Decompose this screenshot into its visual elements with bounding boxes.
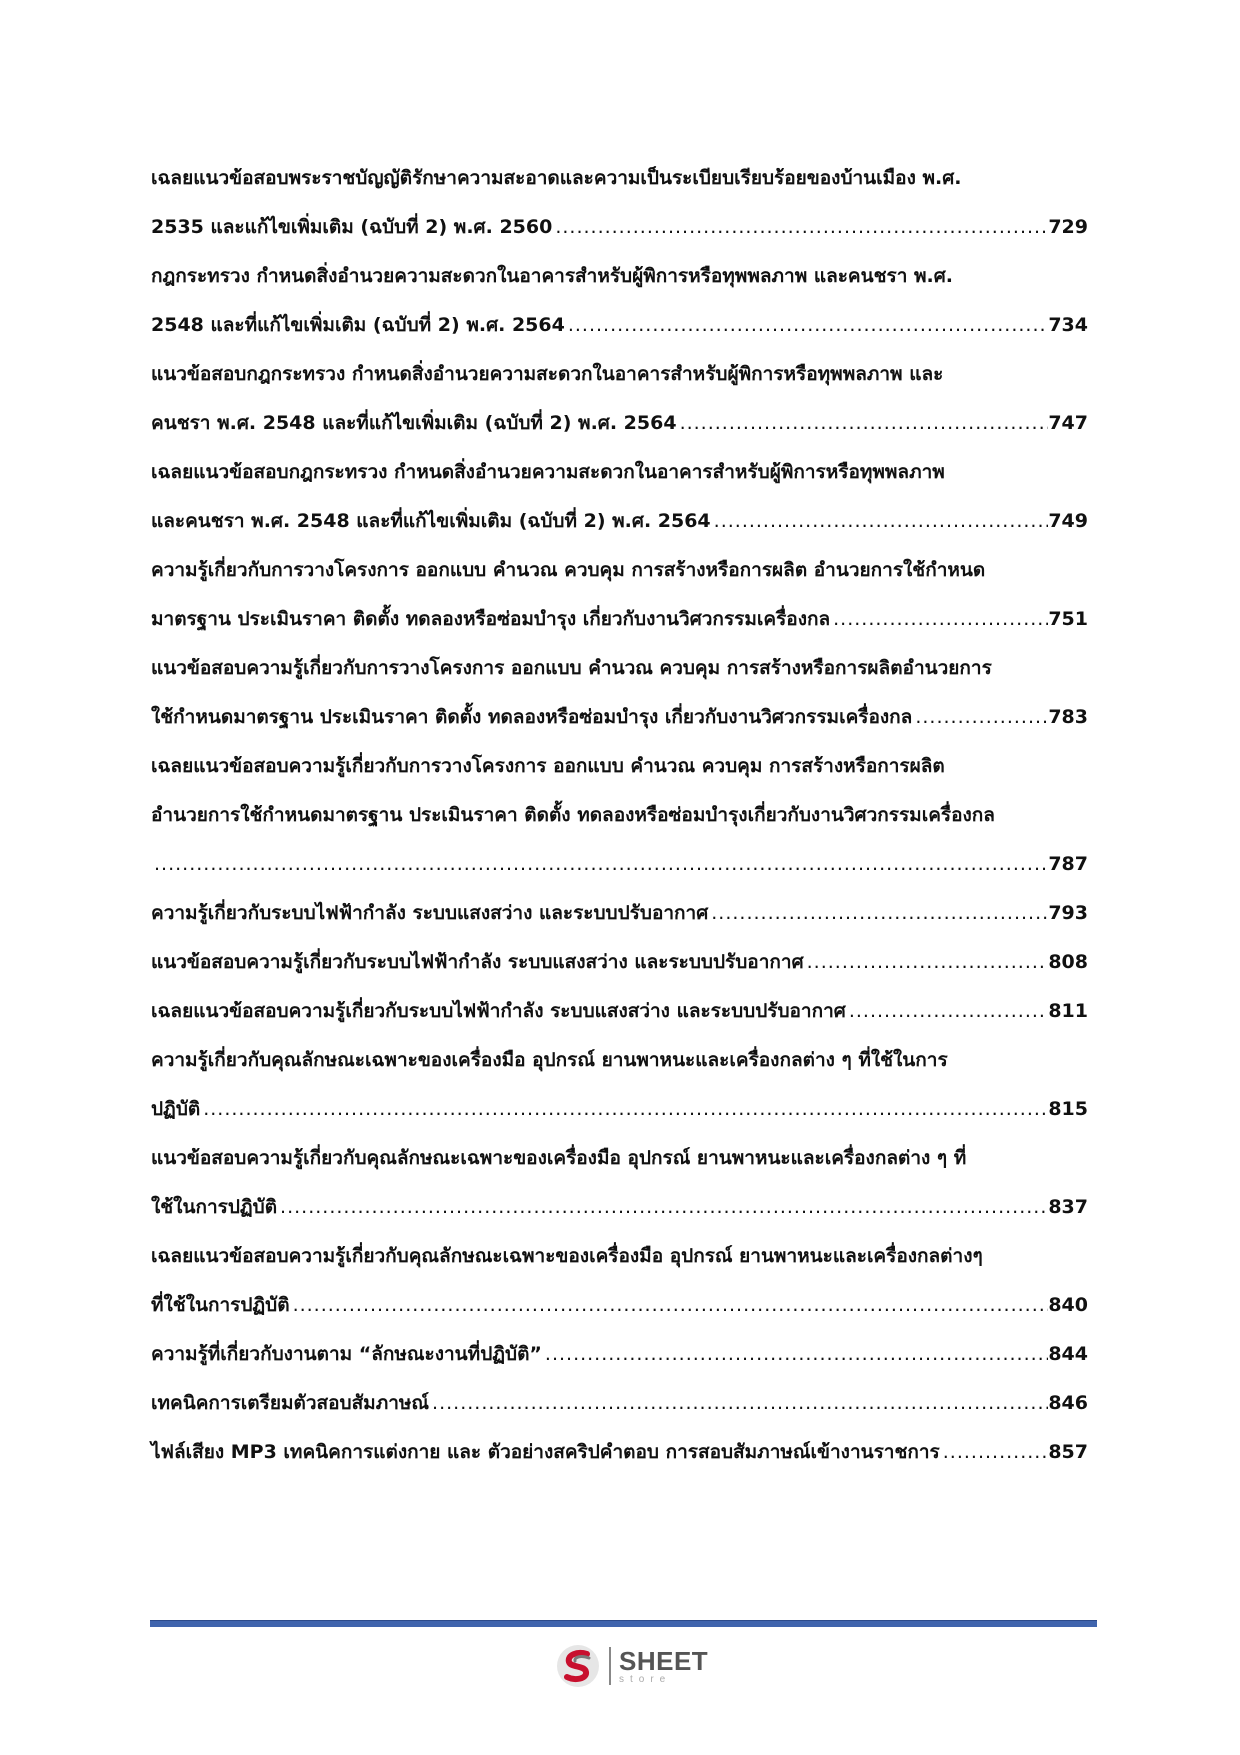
toc-page-number: 808	[1048, 951, 1088, 973]
toc-entry-title-line: ใช้ในการปฏิบัติ	[151, 1196, 278, 1218]
toc-entry-last-line	[151, 987, 1088, 1036]
toc-entry-title-line: ที่ใช้ในการปฏิบัติ	[151, 1294, 290, 1316]
toc-entry[interactable]	[151, 1379, 1088, 1428]
toc-page-number: 846	[1048, 1392, 1088, 1414]
toc-entry[interactable]	[151, 938, 1088, 987]
toc-entry[interactable]	[151, 644, 1088, 742]
toc-entry-title-line: ความรู้ที่เกี่ยวกับงานตาม “ลักษณะงานที่ปฏิบัติ”	[151, 1343, 542, 1365]
toc-dot-leader	[677, 399, 1049, 448]
toc-entry-last-line	[151, 1281, 1088, 1330]
toc-entry-title-line: กฎกระทรวง กำหนดสิ่งอำนวยความสะดวกในอาคารสำหรับผู้พิการหรือทุพพลภาพ และคนชรา พ.ศ.	[151, 265, 954, 287]
logo-brand-sub: store	[619, 1673, 672, 1685]
toc-entry[interactable]	[151, 154, 1088, 252]
logo-separator	[609, 1647, 611, 1685]
toc-dot-leader	[151, 840, 1048, 889]
toc-entry-title-line: ปฏิบัติ	[151, 1098, 201, 1120]
toc-entry-last-line	[151, 1379, 1088, 1428]
toc-page-number: 837	[1048, 1196, 1088, 1218]
table-of-contents	[151, 154, 1088, 1477]
toc-dot-leader	[846, 987, 1048, 1036]
toc-entry-last-line	[151, 399, 1088, 448]
toc-entry-last-line	[151, 1330, 1088, 1379]
toc-entry-title-line: เฉลยแนวข้อสอบความรู้เกี่ยวกับระบบไฟฟ้ากำลัง ระบบแสงสว่าง และระบบปรับอากาศ	[151, 1000, 846, 1022]
toc-entry-title-line: เฉลยแนวข้อสอบความรู้เกี่ยวกับการวางโครงการ ออกแบบ คำนวณ ควบคุม การสร้างหรือการผลิต	[151, 755, 945, 777]
toc-entry-last-line	[151, 840, 1088, 889]
toc-page-number: 783	[1048, 706, 1088, 728]
toc-page-number: 787	[1048, 853, 1088, 875]
toc-entry-title-line: ความรู้เกี่ยวกับคุณลักษณะเฉพาะของเครื่องมือ อุปกรณ์ ยานพาหนะและเครื่องกลต่าง ๆ ที่ใช้ในการ	[151, 1049, 948, 1071]
toc-entry[interactable]	[151, 1036, 1088, 1134]
toc-entry[interactable]	[151, 252, 1088, 350]
toc-dot-leader	[429, 1379, 1048, 1428]
toc-entry[interactable]	[151, 546, 1088, 644]
toc-entry-title-line: 2535 และแก้ไขเพิ่มเติม (ฉบับที่ 2) พ.ศ. 2560	[151, 216, 553, 238]
toc-page-number: 793	[1048, 902, 1088, 924]
toc-entry-title-line: เฉลยแนวข้อสอบความรู้เกี่ยวกับคุณลักษณะเฉพาะของเครื่องมือ อุปกรณ์ ยานพาหนะและเครื่องกลต่างๆ	[151, 1245, 983, 1267]
toc-entry[interactable]	[151, 987, 1088, 1036]
toc-entry[interactable]	[151, 350, 1088, 448]
toc-entry[interactable]	[151, 889, 1088, 938]
toc-page-number: 749	[1048, 510, 1088, 532]
toc-entry-title-line: แนวข้อสอบความรู้เกี่ยวกับระบบไฟฟ้ากำลัง ระบบแสงสว่าง และระบบปรับอากาศ	[151, 951, 804, 973]
sheet-store-logo-icon	[555, 1643, 601, 1689]
toc-entry-title-line: ความรู้เกี่ยวกับระบบไฟฟ้ากำลัง ระบบแสงสว่าง และระบบปรับอากาศ	[151, 902, 709, 924]
toc-entry[interactable]	[151, 448, 1088, 546]
toc-entry-title-line: เฉลยแนวข้อสอบพระราชบัญญัติรักษาความสะอาดและความเป็นระเบียบเรียบร้อยของบ้านเมือง พ.ศ.	[151, 167, 962, 189]
toc-page-number: 747	[1048, 412, 1088, 434]
toc-page-number: 811	[1048, 1000, 1088, 1022]
toc-page-number: 815	[1048, 1098, 1088, 1120]
toc-entry[interactable]	[151, 1330, 1088, 1379]
toc-dot-leader	[830, 595, 1048, 644]
toc-dot-leader	[542, 1330, 1048, 1379]
toc-page-number: 857	[1048, 1441, 1088, 1463]
toc-entry-title-line: แนวข้อสอบความรู้เกี่ยวกับการวางโครงการ ออกแบบ คำนวณ ควบคุม การสร้างหรือการผลิตอำนวยการ	[151, 657, 992, 679]
footer-divider	[150, 1620, 1097, 1627]
toc-page-number: 751	[1048, 608, 1088, 630]
toc-entry-last-line	[151, 595, 1088, 644]
toc-entry-title-line: และคนชรา พ.ศ. 2548 และที่แก้ไขเพิ่มเติม (ฉบับที่ 2) พ.ศ. 2564	[151, 510, 711, 532]
toc-entry-last-line	[151, 1085, 1088, 1134]
toc-entry-title-line: ไฟล์เสียง MP3 เทคนิคการแต่งกาย และ ตัวอย่างสคริปคำตอบ การสอบสัมภาษณ์เข้างานราชการ	[151, 1441, 940, 1463]
toc-entry-title-line: เฉลยแนวข้อสอบกฎกระทรวง กำหนดสิ่งอำนวยความสะดวกในอาคารสำหรับผู้พิการหรือทุพพลภาพ	[151, 461, 945, 483]
toc-dot-leader	[200, 1085, 1048, 1134]
toc-entry-title-line: 2548 และที่แก้ไขเพิ่มเติม (ฉบับที่ 2) พ.ศ. 2564	[151, 314, 565, 336]
toc-page-number: 844	[1048, 1343, 1088, 1365]
toc-dot-leader	[277, 1183, 1048, 1232]
toc-entry-title-line: อำนวยการใช้กำหนดมาตรฐาน ประเมินราคา ติดตั้ง ทดลองหรือซ่อมบำรุงเกี่ยวกับงานวิศวกรรมเครื่องกล	[151, 804, 995, 826]
toc-entry-last-line	[151, 693, 1088, 742]
toc-page-number: 734	[1048, 314, 1088, 336]
toc-dot-leader	[708, 889, 1048, 938]
logo-brand: SHEET	[619, 1645, 709, 1676]
logo-text	[619, 1645, 709, 1685]
toc-entry-title-line: ใช้กำหนดมาตรฐาน ประเมินราคา ติดตั้ง ทดลองหรือซ่อมบำรุง เกี่ยวกับงานวิศวกรรมเครื่องกล	[151, 706, 913, 728]
toc-entry[interactable]	[151, 1428, 1088, 1477]
toc-entry[interactable]	[151, 1134, 1088, 1232]
toc-entry[interactable]	[151, 1232, 1088, 1330]
toc-entry-last-line	[151, 1428, 1088, 1477]
toc-dot-leader	[912, 693, 1048, 742]
toc-dot-leader	[552, 203, 1048, 252]
toc-entry-last-line	[151, 203, 1088, 252]
toc-dot-leader	[804, 938, 1049, 987]
toc-dot-leader	[940, 1428, 1049, 1477]
toc-entry-last-line	[151, 889, 1088, 938]
toc-page-number: 729	[1048, 216, 1088, 238]
toc-entry-last-line	[151, 301, 1088, 350]
toc-dot-leader	[711, 497, 1049, 546]
toc-dot-leader	[290, 1281, 1049, 1330]
toc-entry-title-line: แนวข้อสอบกฎกระทรวง กำหนดสิ่งอำนวยความสะดวกในอาคารสำหรับผู้พิการหรือทุพพลภาพ และ	[151, 363, 944, 385]
toc-entry-last-line	[151, 938, 1088, 987]
sheet-store-logo	[555, 1642, 708, 1690]
toc-dot-leader	[565, 301, 1048, 350]
toc-entry[interactable]	[151, 742, 1088, 889]
toc-entry-title-line: ความรู้เกี่ยวกับการวางโครงการ ออกแบบ คำนวณ ควบคุม การสร้างหรือการผลิต อำนวยการใช้กำหนด	[151, 559, 986, 581]
toc-entry-title-line: แนวข้อสอบความรู้เกี่ยวกับคุณลักษณะเฉพาะของเครื่องมือ อุปกรณ์ ยานพาหนะและเครื่องกลต่าง ๆ ที่	[151, 1147, 967, 1169]
toc-entry-last-line	[151, 1183, 1088, 1232]
toc-entry-title-line: มาตรฐาน ประเมินราคา ติดตั้ง ทดลองหรือซ่อมบำรุง เกี่ยวกับงานวิศวกรรมเครื่องกล	[151, 608, 831, 630]
toc-entry-title-line: คนชรา พ.ศ. 2548 และที่แก้ไขเพิ่มเติม (ฉบับที่ 2) พ.ศ. 2564	[151, 412, 677, 434]
toc-page-number: 840	[1048, 1294, 1088, 1316]
toc-entry-title-line: เทคนิคการเตรียมตัวสอบสัมภาษณ์	[151, 1392, 430, 1414]
toc-entry-last-line	[151, 497, 1088, 546]
